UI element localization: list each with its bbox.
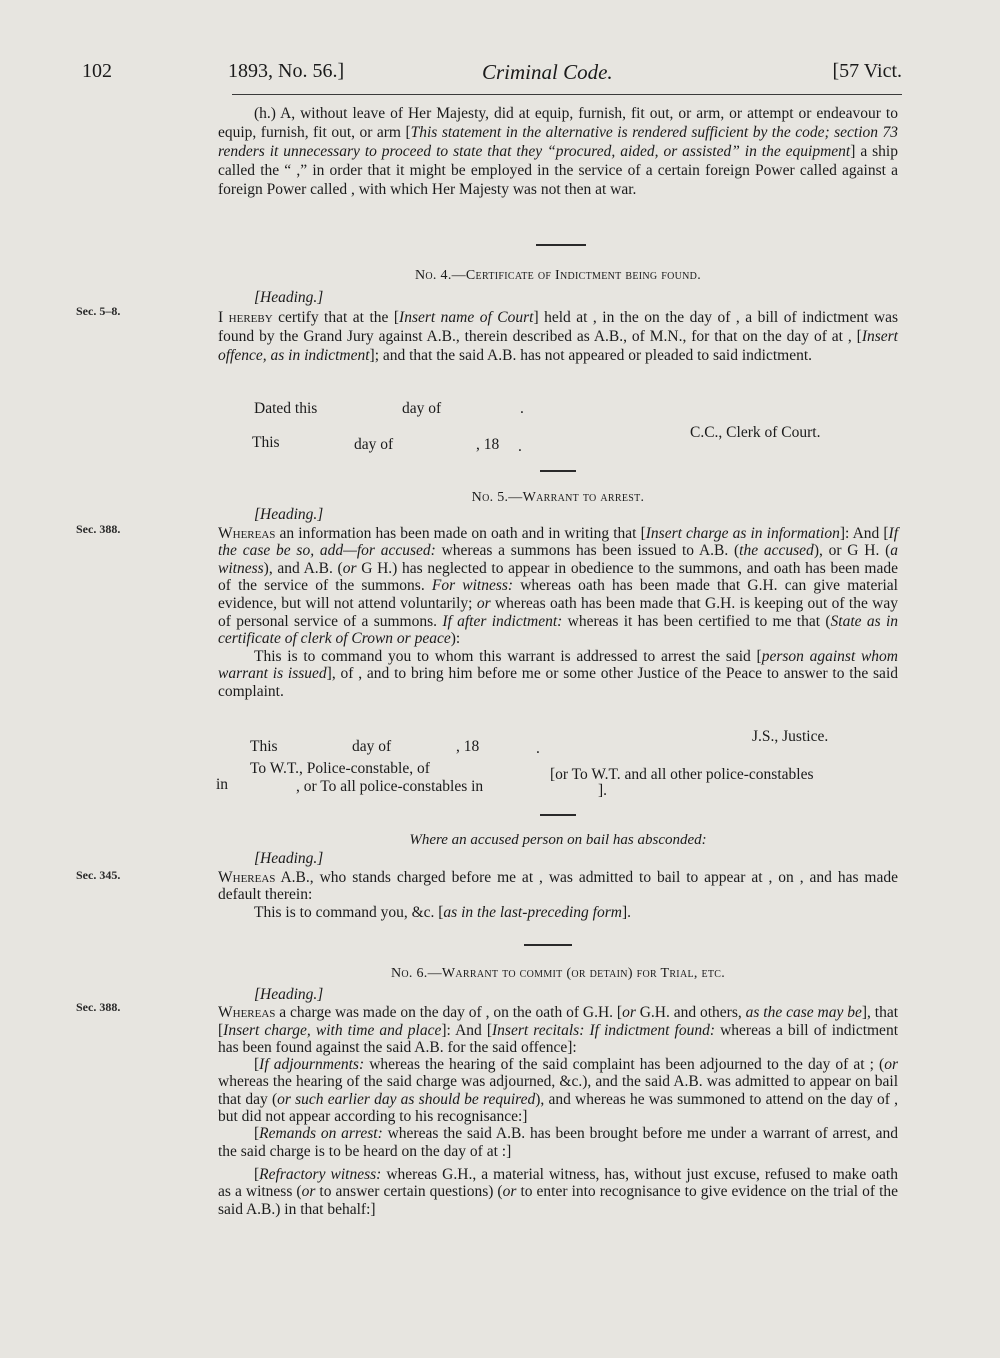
form5-heading-label: [Heading.] (254, 506, 324, 523)
form5-this-dot: . (536, 740, 540, 757)
form6-heading-label: [Heading.] (254, 986, 324, 1003)
page-number: 102 (82, 60, 112, 82)
section-divider (536, 244, 586, 246)
section-divider (524, 944, 572, 946)
form5-margin-ref: Sec. 388. (76, 522, 121, 536)
form6-paragraph-3: [Remands on arrest: whereas the said A.B. has been brought before me under a warrant of arrest, and the said charge is to be heard on the day of at :] (218, 1125, 898, 1160)
form5-to-1: To W.T., Police-constable, of (250, 760, 430, 777)
page-title: Criminal Code. (482, 60, 613, 84)
form5-this-year: , 18 (456, 738, 480, 755)
running-header (82, 60, 902, 94)
form4-this: This (252, 434, 280, 451)
form6-body (218, 986, 898, 1218)
form4-this-dot: . (518, 438, 522, 455)
form6-paragraph-1: Whereas a charge was made on the day of , on the oath of G.H. [or G.H. and others, as the case may be], that [Insert charge, with time and place]: And [Insert recitals: If indictment found: whereas a bill of indictment has been found against the said A.B. for the said offence]: (218, 1004, 899, 1056)
bail-margin-ref: Sec. 345. (76, 868, 121, 882)
bail-command: This is to command you, &c. [as in the last-preceding form]. (254, 903, 631, 921)
form4-heading-label: [Heading.] (254, 289, 324, 306)
reign-reference: [57 Vict. (832, 60, 902, 82)
form6-paragraph-4: [Refractory witness: whereas G.H., a material witness, has, without just excuse, refused to make oath as a witness (or to answer certain questions) (or to enter into recognisance to give evidence on the trial of the said A.B.) in that behalf:] (218, 1165, 899, 1218)
form4-this-year: , 18 (476, 436, 500, 453)
section-divider (540, 814, 576, 816)
form6-heading: No. 6.—Warrant to commit (or detain) for Trial, etc. (390, 966, 726, 981)
form6-paragraph-2: [If adjournments: whereas the hearing of the said complaint has been adjourned to the day of at ; (or whereas the hearing of the said charge was adjourned, &c.), and the said A.B. was admitted to appear on bail that day (or such earlier day as should be required), and whereas he was summoned to attend on the day of , but did not appear according to his recognisance:] (218, 1056, 898, 1126)
bail-heading-label: [Heading.] (254, 850, 324, 867)
bail-body (218, 850, 898, 921)
form4-heading: No. 4.—Certificate of Indictment being found. (414, 268, 701, 283)
form6-margin-ref: Sec. 388. (76, 1000, 121, 1014)
form5-this-day: day of (352, 738, 392, 755)
form5-heading: No. 5.—Warrant to arrest. (471, 490, 645, 505)
form4-signature: C.C., Clerk of Court. (690, 424, 821, 441)
form5-paragraph-1: Whereas an information has been made on oath and in writing that [Insert charge as in information]: And [If the case be so, add—for accused: whereas a summons has been issued to A.B. (the accused), or G H. (a witness), and A.B. (or G H.) has neglected to appear in obedience to the summons, and oath has been made of the service of the summons. For witness: whereas oath has been made that G.H. can give material evidence, but will not attend voluntarily; or whereas oath has been made that G.H. is keeping out of the way of personal service of a summons. If after indictment: whereas it has been certified to me that (State as in certificate of clerk of Crown or peace): (218, 524, 899, 648)
form5-to-5: ]. (598, 782, 608, 799)
form4-dated-dot: . (520, 400, 524, 417)
section-divider (540, 470, 576, 472)
form4-text: I hereby certify that at the [Insert name of Court] held at , in the on the day of , a bill of indictment was found by the Grand Jury against A.B., therein described as A.B., of M.N., for that on the day of at , [Insert offence, as in indictment]; and that the said A.B. has not appeared or pleaded to said indictment. (218, 309, 898, 364)
form5-signature: J.S., Justice. (752, 728, 829, 745)
form5-this: This (250, 738, 278, 755)
form4-this-day: day of (354, 436, 394, 453)
form4-margin-ref: Sec. 5–8. (76, 304, 121, 318)
form4-body (218, 288, 898, 365)
bail-text: Whereas A.B., who stands charged before me at , was admitted to bail to appear at , on , and has made default therein: (218, 868, 898, 903)
form4-dated-day: day of (402, 400, 442, 417)
bail-heading: Where an accused person on bail has absconded: (409, 832, 707, 848)
form5-to-4: , or To all police-constables in (296, 778, 484, 795)
form4-dated: Dated this (254, 400, 318, 417)
form5-to-2: [or To W.T. and all other police-constables (550, 766, 814, 783)
form5-body (218, 506, 898, 701)
form5-paragraph-2: This is to command you to whom this warrant is addressed to arrest the said [person against whom warrant is issued], of , and to bring him before me or some other Justice of the Peace to answer to the said complaint. (218, 647, 899, 700)
act-reference: 1893, No. 56.] (228, 60, 345, 82)
section-h-text: (h.) A, without leave of Her Majesty, did at equip, furnish, fit out, or arm, or attempt or endeavour to equip, furnish, fit out, or arm [This statement in the alternative is rendered sufficient by the code; section 73 renders it unnecessary to proceed to state that they “procured, aided, or assisted” in the equipment] a ship called the “ ,” in order that it might be employed in the service of a certain foreign Power called against a foreign Power called , with which Her Majesty was not then at war. (218, 105, 899, 198)
section-h (218, 104, 898, 199)
form5-to-3: in (216, 776, 229, 793)
header-rule (232, 94, 902, 95)
